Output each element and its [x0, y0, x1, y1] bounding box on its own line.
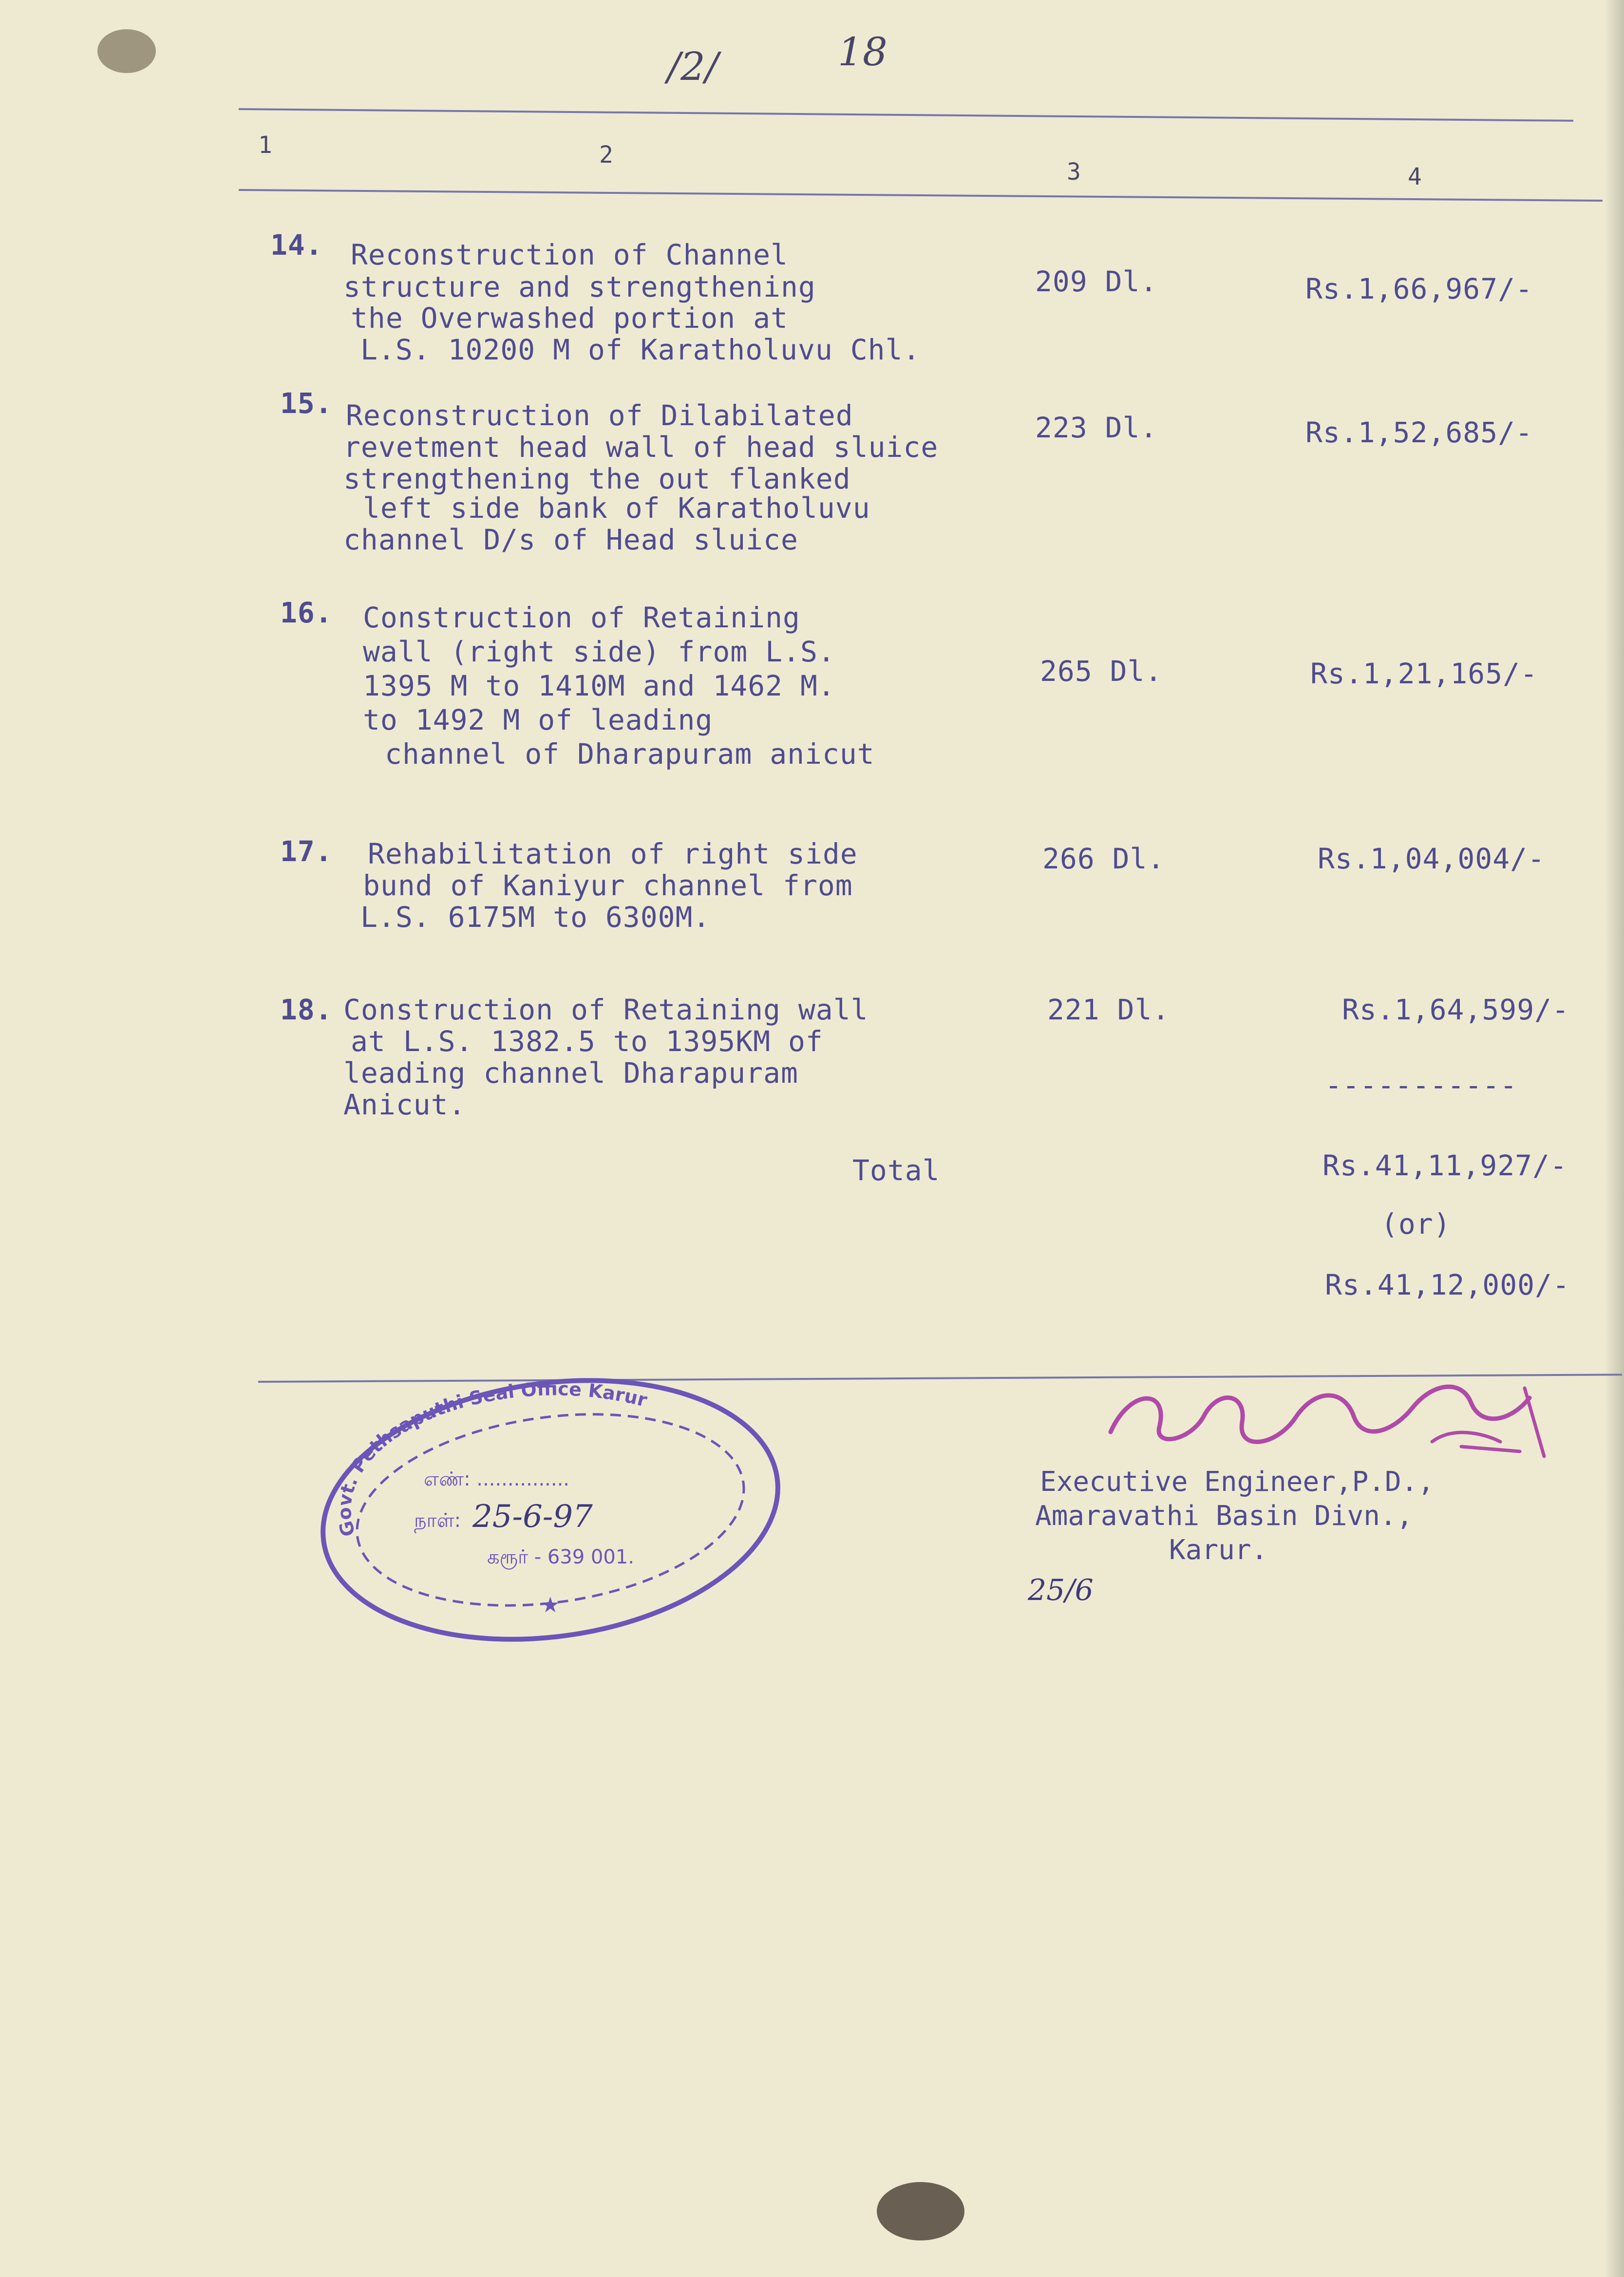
- row-reference: 265 Dl.: [1040, 655, 1163, 688]
- total-label: Total: [852, 1154, 940, 1187]
- stamp-outer-text: Govt. Pethsaputhi Seal Office Karur: [333, 1378, 650, 1539]
- office-seal-stamp: [302, 1359, 799, 1661]
- row-reference: 223 Dl.: [1035, 411, 1158, 444]
- row-reference: 266 Dl.: [1042, 842, 1165, 875]
- row-description-line: structure and strengthening: [343, 270, 816, 303]
- row-number: 15.: [280, 387, 333, 420]
- page-marks: /2/: [667, 44, 718, 89]
- total-amount: Rs.41,11,927/-: [1322, 1149, 1567, 1182]
- row-description-line: at L.S. 1382.5 to 1395KM of: [351, 1025, 823, 1058]
- svg-text:★: ★: [541, 1593, 560, 1618]
- or-label: (or): [1381, 1207, 1451, 1241]
- row-description-line: bund of Kaniyur channel from: [363, 869, 853, 902]
- signatory-title: Executive Engineer,P.D.,: [1040, 1466, 1435, 1498]
- column-number-1: 1: [258, 132, 272, 159]
- row-description-line: L.S. 10200 M of Karatholuvu Chl.: [360, 333, 921, 366]
- row-number: 17.: [280, 835, 333, 868]
- row-description-line: strengthening the out flanked: [343, 462, 851, 495]
- column-number-3: 3: [1067, 158, 1081, 186]
- row-description-line: Reconstruction of Channel: [351, 238, 788, 271]
- row-description-line: 1395 M to 1410M and 1462 M.: [363, 669, 835, 702]
- row-number: 14.: [270, 228, 323, 262]
- page-number: 18: [838, 29, 888, 75]
- row-description-line: leading channel Dharapuram: [343, 1056, 798, 1090]
- stamp-date-label: நாள்:: [414, 1509, 461, 1532]
- row-amount: Rs.1,64,599/-: [1342, 993, 1569, 1026]
- header-top-rule: [239, 108, 1573, 122]
- row-description-line: Rehabilitation of right side: [368, 837, 858, 870]
- column-number-4: 4: [1408, 163, 1422, 190]
- header-bottom-rule: [239, 189, 1603, 202]
- ink-stain: [97, 29, 156, 73]
- row-amount: Rs.1,21,165/-: [1310, 657, 1538, 690]
- row-description-line: Reconstruction of Dilabilated: [346, 399, 853, 432]
- row-reference: 209 Dl.: [1035, 265, 1158, 298]
- row-description-line: Construction of Retaining: [363, 601, 800, 634]
- stamp-date-value: 25-6-97: [472, 1499, 593, 1535]
- row-description-line: to 1492 M of leading: [363, 703, 713, 736]
- row-description-line: channel D/s of Head sluice: [343, 523, 798, 556]
- stamp-number-line: எண்: ...............: [424, 1468, 570, 1490]
- row-amount: Rs.1,66,967/-: [1305, 272, 1533, 305]
- row-number: 16.: [280, 596, 333, 629]
- row-description-line: left side bank of Karatholuvu: [363, 491, 870, 525]
- column-number-2: 2: [599, 141, 613, 169]
- handwritten-initials: 25/6: [1028, 1573, 1094, 1607]
- row-description-line: revetment head wall of head sluice: [343, 431, 939, 464]
- row-description-line: wall (right side) from L.S.: [363, 635, 835, 668]
- signatory-division: Amaravathi Basin Divn.,: [1035, 1500, 1413, 1532]
- row-description-line: Anicut.: [343, 1088, 466, 1121]
- total-dash-line: -----------: [1325, 1069, 1518, 1102]
- signatory-place: Karur.: [1169, 1534, 1268, 1566]
- tear-mark: [877, 2182, 964, 2240]
- row-number: 18.: [280, 993, 333, 1026]
- rounded-amount: Rs.41,12,000/-: [1325, 1268, 1570, 1301]
- row-description-line: L.S. 6175M to 6300M.: [360, 901, 711, 934]
- row-amount: Rs.1,52,685/-: [1305, 416, 1533, 449]
- stamp-pin: கரூர் - 639 001.: [487, 1546, 634, 1568]
- row-description-line: the Overwashed portion at: [351, 301, 788, 335]
- row-amount: Rs.1,04,004/-: [1318, 842, 1545, 875]
- page-edge-shadow: [1605, 0, 1624, 2277]
- row-description-line: channel of Dharapuram anicut: [385, 737, 875, 771]
- row-description-line: Construction of Retaining wall: [343, 993, 869, 1026]
- row-reference: 221 Dl.: [1047, 993, 1170, 1026]
